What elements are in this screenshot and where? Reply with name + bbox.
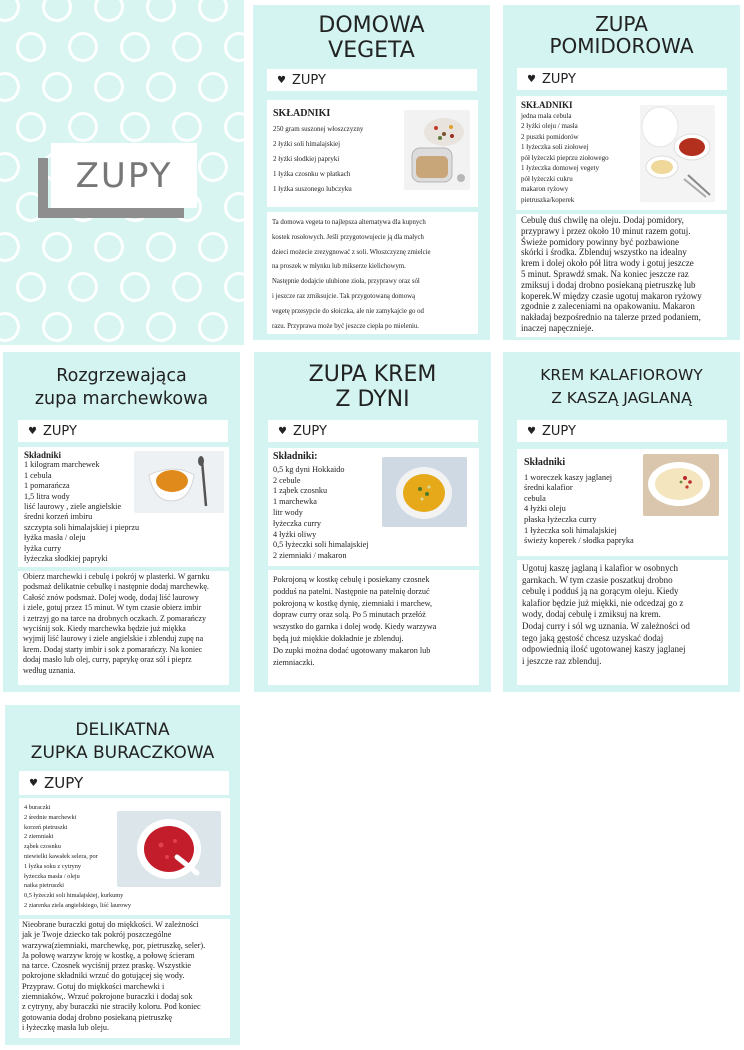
instruction-line: i jeszcze raz zblenduj. xyxy=(522,655,602,666)
cover-card xyxy=(0,0,244,345)
cover-title: ZUPY xyxy=(51,143,197,208)
ingredients-header: SKŁADNIKI xyxy=(521,100,573,110)
instruction-line: Świeże pomidory powinny być pozbawione xyxy=(521,236,679,247)
instructions-box xyxy=(19,919,230,1038)
ingredient-item: litr wody xyxy=(273,507,303,517)
instruction-line: Nieobrane buraczki gotuj do miękkości. W zależności xyxy=(22,920,199,929)
ingredient-item: liść laurowy , ziele angielskie xyxy=(24,502,122,512)
instruction-line: jak je Twoje dziecko tak pokrój poszczególne xyxy=(22,930,172,940)
ingredient-item: świeży koperek / słodka papryka xyxy=(524,536,634,546)
recipe-title: KREM KALAFIOROWY Z KASZĄ JAGLANĄ xyxy=(540,366,703,408)
carrot-soup-photo xyxy=(134,451,224,513)
instruction-line: Obierz marchewki i cebulę i pokrój w plasterki. W garnku xyxy=(23,572,210,581)
instruction-line: i ziele, gotuj przez 15 minut. W tym czasie obierz imbir xyxy=(23,603,202,613)
instructions-box xyxy=(267,212,478,334)
pattern-circle xyxy=(94,232,124,262)
heart-icon: ♥ xyxy=(278,425,287,437)
ingredient-item: 2 ziemniaki / makaron xyxy=(273,551,347,561)
instruction-line: krem i dolej około pół litra wody i gotuj jeszcze xyxy=(521,258,694,269)
ingredients-box xyxy=(18,447,229,567)
instruction-line: i zetrzyj go na tarce na drobnych oczkach. Z pomarańczy xyxy=(23,613,207,623)
instruction-line: Dodaj curry i sól wg uznania. W zależności od xyxy=(522,620,690,631)
ingredient-item: 1 ząbek czosnku xyxy=(273,486,328,496)
instruction-line: Ta domowa vegeta to najlepsza alternatywa dla kupnych xyxy=(272,219,426,226)
pattern-circle xyxy=(16,32,46,62)
instruction-line: na proszek w młynku lub mikserze kielichowym. xyxy=(272,263,406,271)
ingredient-item: 1 łyżka czosnku w płatkach xyxy=(273,170,351,178)
ingredient-item: 4 buraczki xyxy=(24,804,51,811)
tag-label: ZUPY xyxy=(541,71,576,87)
ingredient-item: pietruszka/koperek xyxy=(521,195,575,204)
ingredient-item: 1 kilogram marchewek xyxy=(24,460,100,470)
instruction-line: i łyżeczkę masła lub oleju. xyxy=(22,1022,110,1032)
pattern-circle xyxy=(120,32,150,62)
ingredient-item: ząbek czosnku xyxy=(24,843,61,851)
instruction-line: skórki i środka. Zblenduj wszystko na idealny xyxy=(521,247,687,258)
ingredient-item: 1 marchewka xyxy=(273,497,317,507)
pattern-circle xyxy=(42,0,72,22)
ingredients-box xyxy=(268,448,479,566)
ingredients-box xyxy=(267,100,478,207)
ingredient-item: natka pietruszki xyxy=(24,882,65,890)
instruction-line: dodaj masło lub olej, curry, paprykę oraz sól i pieprz xyxy=(23,655,192,665)
pattern-circle xyxy=(16,272,46,302)
pattern-circle xyxy=(146,0,176,22)
pattern-circle xyxy=(224,112,244,142)
ingredients-box xyxy=(19,798,230,915)
tag-label: ZUPY xyxy=(292,423,327,439)
instruction-line: dopraw curry oraz solą. Po 5 minutach przełóż xyxy=(273,610,426,620)
pattern-circle xyxy=(172,32,202,62)
heart-icon: ♥ xyxy=(527,425,536,437)
instructions-box xyxy=(18,571,229,685)
pattern-circle xyxy=(146,232,176,262)
recipe-title: ZUPA KREM Z DYNI xyxy=(308,362,437,412)
tag-bar[interactable] xyxy=(517,420,727,442)
ingredient-item: pół łyżeczki cukru xyxy=(521,174,573,183)
instruction-line: podsmaż delikatnie cebulkę i następnie dodaj marchewkę. xyxy=(23,582,209,592)
instruction-line: pokrojoną w kostkę dynię, ziemniaki i marchew, xyxy=(273,598,433,608)
pattern-circle xyxy=(94,312,124,342)
ingredients-box xyxy=(517,449,728,556)
ingredient-item: 4 łyżki oliwy xyxy=(273,529,317,539)
beet-soup-photo xyxy=(117,811,221,887)
recipe-card-marchewkowa xyxy=(3,352,240,692)
instruction-line: koperek.W między czasie ugotuj makaron ryżowy xyxy=(521,290,702,301)
instruction-line: Przypraw. Gotuj do miękkości marchewki i xyxy=(22,981,165,991)
tag-bar[interactable] xyxy=(19,771,229,795)
instruction-line: Ugotuj kaszę jaglaną i kalafior w osobnych xyxy=(522,563,678,573)
ingredients-header: Składniki xyxy=(524,457,566,468)
ingredient-item: 0,5 łyżeczki soli himalajskiej xyxy=(273,540,369,550)
pattern-circle xyxy=(0,152,20,182)
ingredient-item: 1 łyżeczka soli himalajskiej xyxy=(524,525,617,535)
instruction-line: Do zupki można dodać ugotowany makaron lub xyxy=(273,645,431,655)
instruction-line: wyjmij liść laurowy i ziele angielskie i zblenduj zupę na xyxy=(23,634,204,644)
ingredient-item: średni kalafior xyxy=(524,483,573,493)
ingredient-item: 0,5 łyżeczki soli himalajskiej, kurkumy xyxy=(24,892,124,900)
ingredient-item: 2 puszki pomidorów xyxy=(521,132,579,141)
instruction-line: wszystko do garnka i dolej wodę. Kiedy warzywa xyxy=(273,622,437,632)
ingredient-item: 1,5 litra wody xyxy=(24,491,70,501)
ingredient-item: cebula xyxy=(524,493,546,503)
pattern-circle xyxy=(0,312,20,342)
tag-bar[interactable] xyxy=(267,69,477,91)
pattern-circle xyxy=(198,72,228,102)
ingredient-item: 2 łyżki słodkiej papryki xyxy=(273,155,340,163)
ingredient-item: łyżka curry xyxy=(24,543,62,553)
pattern-circle xyxy=(172,272,202,302)
heart-icon: ♥ xyxy=(277,74,286,86)
ingredients-header: SKŁADNIKI xyxy=(273,108,331,119)
ingredient-item: 1 łyżka soku z cytryny xyxy=(24,862,82,870)
instruction-line: kalafior będzie już miękki, nie odcedzaj go z xyxy=(522,597,684,608)
instruction-line: nakładaj bezpośrednio na talerze przed podaniem, xyxy=(521,312,701,323)
tag-bar[interactable] xyxy=(517,68,727,90)
tag-label: ZUPY xyxy=(42,423,77,439)
ingredient-item: 1 łyżka suszonego lubczyku xyxy=(273,185,352,193)
instructions-box xyxy=(268,570,479,685)
tag-label: ZUPY xyxy=(43,774,84,792)
instructions-box xyxy=(516,214,727,337)
ingredient-item: 4 łyżki oleju xyxy=(524,504,566,514)
instruction-line: przyprawy i przez około 10 minut razem gotuj. xyxy=(521,225,691,236)
recipe-title: Rozgrzewająca zupa marchewkowa xyxy=(34,366,209,409)
ingredient-item: 2 średnie marchewki xyxy=(24,813,77,821)
recipe-card-pomidorowa xyxy=(503,5,740,340)
ingredient-item: 250 gram suszonej włoszczyzny xyxy=(273,125,364,133)
ingredient-item: łyżka masła / oleju xyxy=(24,533,86,543)
pattern-circle xyxy=(120,112,150,142)
instruction-line: vegetę przesypcie do słoiczka, ale nie zamykajcie go od xyxy=(272,307,424,315)
ingredient-item: pół łyżeczki pieprzu ziołowego xyxy=(521,153,609,162)
instruction-line: tego jaką gęstość chcesz uzyskać dodaj xyxy=(522,632,664,643)
instruction-line: Pokrojoną w kostkę cebulę i posiekany czosnek xyxy=(273,575,430,584)
instruction-line: razu. Przyprawa może być jeszcze ciepła po mieleniu. xyxy=(272,322,420,330)
ingredient-item: 1 cebula xyxy=(24,470,52,480)
instruction-line: podduś na patelni. Następnie na patelnię dorzuć xyxy=(273,586,430,596)
instruction-line: kostek rosołowych. Jeśli przygotowujecie ją dla małych xyxy=(272,233,424,241)
instruction-line: będą już miękkie dokładnie je zblenduj. xyxy=(273,633,404,643)
recipe-title: DOMOWA VEGETA xyxy=(318,13,425,63)
instruction-line: cebulę i podduś ją na gorącym oleju. Kiedy xyxy=(522,586,679,597)
ingredient-item: 1 pomarańcza xyxy=(24,481,70,491)
recipe-card-kalafiorowy xyxy=(503,352,740,692)
pattern-circle xyxy=(0,232,20,262)
instruction-line: warzywa(ziemniaki, marchewkę, por, pietruszkę, seler). xyxy=(22,940,206,950)
instruction-line: Ja połowę warzyw kroję w kostkę, a połowę ścieram xyxy=(22,950,195,960)
jar-photo xyxy=(404,110,470,190)
pattern-circle xyxy=(224,272,244,302)
pattern-circle xyxy=(68,272,98,302)
ingredient-item: 2 łyżki soli himalajskiej xyxy=(273,140,341,148)
instruction-line: Cebulę duś chwilę na oleju. Dodaj pomidory, xyxy=(521,215,684,225)
pattern-circle xyxy=(68,112,98,142)
instruction-line: dzieci możecie zrezygnować z soli. Włoszczyznę zmielcie xyxy=(272,248,431,256)
ingredient-item: 2 ziemniaki xyxy=(24,833,54,841)
pattern-circle xyxy=(0,72,20,102)
instruction-line: pokrojone składniki wrzuć do gotującej się wody. xyxy=(22,971,185,981)
instruction-line: krem. Dodaj starty imbir i sok z pomarańczy. Na koniec xyxy=(23,644,203,654)
instructions-box xyxy=(517,560,728,685)
instruction-line: inaczej napęcznieje. xyxy=(521,322,594,333)
pattern-circle xyxy=(94,72,124,102)
pattern-circle xyxy=(120,272,150,302)
recipe-card-dynia xyxy=(254,352,491,692)
ingredient-item: 1 łyżeczka soli ziołowej xyxy=(521,143,589,151)
ingredient-item: płaska łyżeczka curry xyxy=(524,514,597,524)
pattern-circle xyxy=(16,112,46,142)
tomato-soup-photo xyxy=(640,105,715,202)
tag-label: ZUPY xyxy=(541,423,576,439)
cauliflower-soup-photo xyxy=(643,454,719,516)
pattern-circle xyxy=(42,72,72,102)
instruction-line: 5 minut. Sprawdź smak. Na koniec jeszcze raz xyxy=(521,268,689,279)
ingredient-item: łyżeczka słodkiej papryki xyxy=(24,554,108,564)
pattern-circle xyxy=(42,232,72,262)
pattern-circle xyxy=(0,0,20,22)
heart-icon: ♥ xyxy=(527,73,536,85)
instruction-line: wyciśnij sok. Kiedy marchewka będzie już miękka xyxy=(23,624,186,634)
pattern-circle xyxy=(198,0,228,22)
instruction-line: na tarce. Czosnek wyciśnij przez praskę. Wszystkie xyxy=(22,961,191,971)
ingredient-item: 2 cebule xyxy=(273,475,301,485)
instruction-line: Całość znów podsmaż. Dolej wodę, dodaj liść laurowy xyxy=(23,592,199,602)
instruction-line: zgodnie z zaleceniami na opakowaniu. Makaron xyxy=(521,301,695,312)
tag-bar[interactable] xyxy=(268,420,478,442)
pumpkin-soup-photo xyxy=(382,457,467,527)
ingredient-item: szczypta soli himalajskiej i pieprzu xyxy=(24,522,140,532)
instruction-line: z cytryny, aby buraczki nie straciły koloru. Pod koniec xyxy=(22,1002,201,1012)
pattern-circle xyxy=(68,32,98,62)
recipe-card-vegeta xyxy=(253,5,490,340)
pattern-circle xyxy=(42,312,72,342)
ingredients-box xyxy=(516,96,727,210)
ingredient-item: 1 woreczek kaszy jaglanej xyxy=(524,472,613,482)
ingredient-item: średni korzeń imbiru xyxy=(24,512,93,522)
pattern-circle xyxy=(224,32,244,62)
instruction-line: ziemniaczki. xyxy=(273,657,315,667)
pattern-circle xyxy=(146,312,176,342)
pattern-circle xyxy=(224,192,244,222)
pattern-circle xyxy=(198,152,228,182)
recipe-card-buraczkowa xyxy=(5,705,240,1045)
tag-bar[interactable] xyxy=(18,420,228,442)
ingredients-header: Składniki xyxy=(24,450,62,460)
ingredients-header: Składniki: xyxy=(273,451,318,462)
instruction-line: ziemniaków,. Wrzuć pokrojone buraczki i dodaj sok xyxy=(22,992,193,1002)
ingredient-item: jedna mała cebula xyxy=(521,111,572,120)
pattern-circle xyxy=(146,72,176,102)
recipe-title: DELIKATNA ZUPKA BURACZKOWA xyxy=(30,720,215,763)
pattern-circle xyxy=(94,0,124,22)
instruction-line: wody, dodaj cebulę i zmiksuj na krem. xyxy=(522,609,661,620)
heart-icon: ♥ xyxy=(28,425,37,437)
tag-label: ZUPY xyxy=(291,72,326,88)
cover-frame-bottom xyxy=(38,208,184,218)
instruction-line: zmiksuj i dodaj drobno posiekaną pietruszkę lub xyxy=(521,279,696,290)
ingredient-item: 2 łyżki oleju / masła xyxy=(521,122,578,130)
instruction-line: i jeszcze raz zmiksujcie. Tak przygotowaną domową xyxy=(272,292,416,300)
ingredient-item: 1 łyżeczka domowej vegety xyxy=(521,164,599,172)
ingredient-item: korzeń pietruszki xyxy=(24,823,68,831)
pattern-circle xyxy=(198,232,228,262)
ingredient-item: niewielki kawałek selera, por xyxy=(24,852,98,860)
pattern-circle xyxy=(172,112,202,142)
recipe-title: ZUPA POMIDOROWA xyxy=(549,12,694,59)
instruction-line: gotowania dodaj drobno posiekaną pietruszkę xyxy=(22,1012,173,1022)
ingredient-item: 2 ziarenka ziela angielskiego, liść laurowy xyxy=(24,901,132,909)
instruction-line: według uznania. xyxy=(23,665,76,675)
ingredient-item: łyżeczka curry xyxy=(273,518,321,528)
ingredient-item: makaron ryżowy xyxy=(521,185,569,193)
ingredient-item: 0,5 kg dyni Hokkaido xyxy=(273,464,345,474)
heart-icon: ♥ xyxy=(29,777,38,789)
instruction-line: Następnie dodajcie ulubione zioła, przyprawy oraz sól xyxy=(272,278,420,286)
ingredient-item: łyżeczka masła / oleju xyxy=(24,872,80,880)
instruction-line: garnkach. W tym czasie poszatkuj drobno xyxy=(522,574,673,585)
pattern-circle xyxy=(198,312,228,342)
instruction-line: odpowiednią ilość ugotowanej kaszy jaglanej xyxy=(522,644,686,655)
